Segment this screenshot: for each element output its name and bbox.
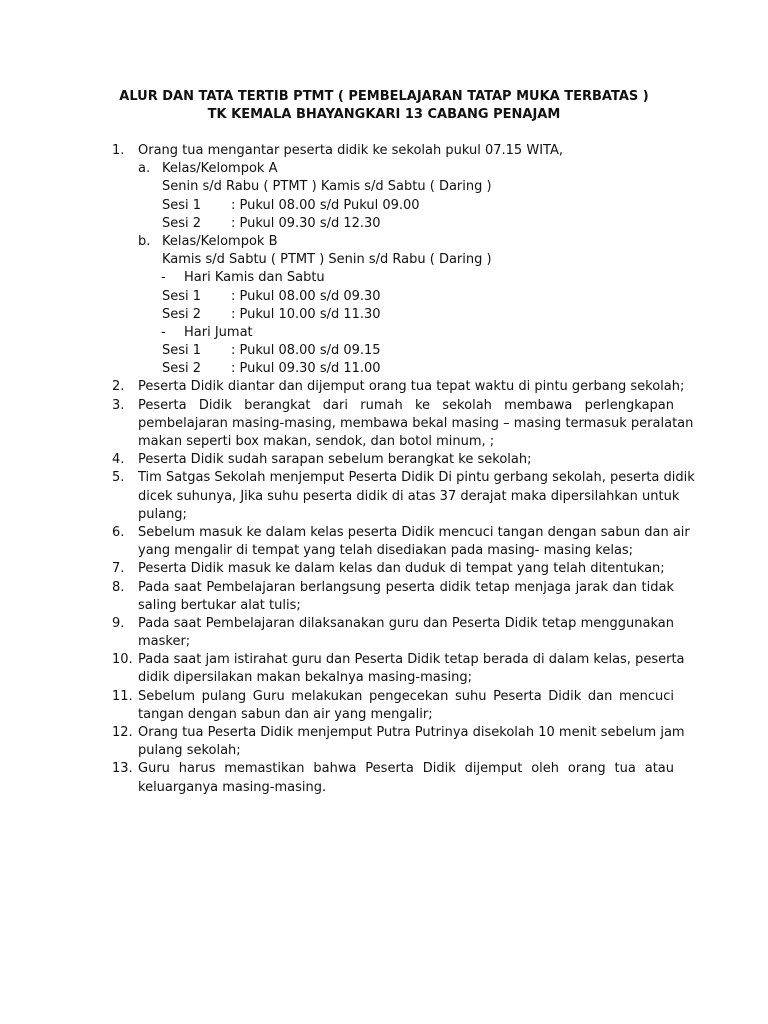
list-item-text: pulang sekolah;: [138, 743, 241, 759]
session-label: Sesi 1: [162, 288, 202, 304]
session-label: Sesi 1: [162, 197, 202, 213]
session-row: [0, 306, 768, 324]
list-number: 1.: [112, 143, 125, 158]
schedule-text: Senin s/d Rabu ( PTMT ) Kamis s/d Sabtu ( Daring ): [162, 179, 492, 195]
session-time: : Pukul 09.30 s/d 12.30: [231, 215, 381, 231]
list-item-text: Orang tua Peserta Didik menjemput Putra Putrinya disekolah 10 menit sebelum jam: [138, 725, 685, 740]
list-item-text: Peserta Didik masuk ke dalam kelas dan duduk di tempat yang telah ditentukan;: [138, 561, 665, 577]
list-item-text: Peserta Didik berangkat dari rumah ke sekolah membawa perlengkapan: [138, 397, 674, 413]
list-item: [0, 451, 768, 469]
day-row: [0, 324, 768, 342]
list-item: [0, 724, 768, 742]
list-item-text: Guru harus memastikan bahwa Peserta Didik dijemput oleh orang tua atau: [138, 761, 674, 777]
list-item: [0, 397, 768, 415]
list-item-continuation: [0, 506, 768, 524]
list-number: 12.: [112, 725, 133, 740]
list-item-continuation: [0, 542, 768, 560]
list-item-text: Sebelum masuk ke dalam kelas peserta Didik mencuci tangan dengan sabun dan air: [138, 524, 690, 540]
session-time: : Pukul 09.30 s/d 11.00: [231, 361, 381, 377]
list-number: 4.: [112, 452, 125, 468]
session-row: [0, 197, 768, 215]
list-item: [0, 615, 768, 633]
list-item: [0, 378, 768, 396]
sub-item-a: [0, 160, 768, 178]
list-item: [0, 560, 768, 578]
list-item-text: Pada saat Pembelajaran dilaksanakan guru dan Peserta Didik tetap menggunakan: [138, 615, 674, 631]
list-item-continuation: [0, 488, 768, 506]
list-number: 9.: [112, 615, 125, 631]
session-label: Sesi 1: [162, 343, 202, 359]
rules-list: [0, 142, 768, 797]
list-item-text: keluarganya masing-masing.: [138, 779, 327, 795]
document-title-line-2: TK KEMALA BHAYANGKARI 13 CABANG PENAJAM: [207, 107, 561, 122]
list-item-text: saling bertukar alat tulis;: [138, 597, 301, 613]
document-title-line-1: ALUR DAN TATA TERTIB PTMT ( PEMBELAJARAN TATAP MUKA TERBATAS ): [119, 89, 649, 104]
list-item-text: didik dipersilakan makan bekalnya masing-masing;: [138, 670, 472, 686]
list-item-text: masker;: [138, 634, 191, 650]
list-item-text: Pada saat Pembelajaran berlangsung peserta didik tetap menjaga jarak dan tidak: [138, 579, 674, 595]
session-time: : Pukul 08.00 s/d Pukul 09.00: [231, 197, 420, 213]
list-item-continuation: [0, 433, 768, 451]
list-item: [0, 651, 768, 669]
session-row: [0, 360, 768, 378]
list-number: 8.: [112, 579, 125, 595]
list-item: [0, 688, 768, 706]
list-number: 11.: [112, 688, 133, 704]
sub-item-label: Kelas/Kelompok A: [162, 161, 278, 177]
list-item-text: dicek suhunya, Jika suhu peserta didik di atas 37 derajat maka dipersilahkan untuk: [138, 488, 680, 504]
list-item-text: tangan dengan sabun dan air yang mengalir;: [138, 706, 433, 722]
list-item-1: [0, 142, 768, 160]
list-number: 10.: [112, 652, 133, 668]
list-item-text: pembelajaran masing-masing, membawa bekal masing – masing termasuk peralatan: [138, 415, 694, 431]
list-item-text: Tim Satgas Sekolah menjemput Peserta Didik Di pintu gerbang sekolah, peserta didik: [138, 470, 695, 486]
list-item-continuation: [0, 706, 768, 724]
sub-letter: b.: [138, 233, 151, 249]
list-item: [0, 579, 768, 597]
list-item-continuation: [0, 415, 768, 433]
session-label: Sesi 2: [162, 361, 202, 377]
day-row: [0, 269, 768, 287]
list-item-text: yang mengalir di tempat yang telah disediakan pada masing- masing kelas;: [138, 543, 634, 559]
session-time: : Pukul 08.00 s/d 09.30: [231, 288, 381, 304]
sub-letter: a.: [138, 161, 151, 177]
session-time: : Pukul 08.00 s/d 09.15: [231, 343, 381, 359]
list-number: 13.: [112, 761, 133, 777]
dash-bullet: -: [161, 324, 166, 340]
list-number: 3.: [112, 397, 125, 413]
session-time: : Pukul 10.00 s/d 11.30: [231, 306, 381, 322]
list-number: 2.: [112, 379, 125, 395]
session-row: [0, 288, 768, 306]
schedule-text: Kamis s/d Sabtu ( PTMT ) Senin s/d Rabu ( Daring ): [162, 252, 492, 268]
list-item-continuation: [0, 597, 768, 615]
list-item: [0, 469, 768, 487]
session-row: [0, 342, 768, 360]
list-number: 6.: [112, 524, 125, 540]
list-item-continuation: [0, 633, 768, 651]
list-item: [0, 524, 768, 542]
list-item-text: pulang;: [138, 506, 187, 522]
session-label: Sesi 2: [162, 306, 202, 322]
list-number: 5.: [112, 470, 125, 486]
list-item-text: Peserta Didik diantar dan dijemput orang tua tepat waktu di pintu gerbang sekolah;: [138, 379, 685, 395]
list-item-text: Sebelum pulang Guru melakukan pengecekan suhu Peserta Didik dan mencuci: [138, 688, 674, 704]
list-item-continuation: [0, 779, 768, 797]
schedule-line: [0, 178, 768, 196]
day-label: Hari Jumat: [184, 324, 253, 340]
session-label: Sesi 2: [162, 215, 202, 231]
list-item-continuation: [0, 742, 768, 760]
dash-bullet: -: [161, 270, 166, 286]
list-item-continuation: [0, 669, 768, 687]
list-item-text: Orang tua mengantar peserta didik ke sekolah pukul 07.15 WITA,: [138, 143, 563, 158]
list-item-text: Peserta Didik sudah sarapan sebelum berangkat ke sekolah;: [138, 452, 532, 468]
session-row: [0, 215, 768, 233]
list-item: [0, 760, 768, 778]
schedule-line: [0, 251, 768, 269]
list-item-text: Pada saat jam istirahat guru dan Peserta Didik tetap berada di dalam kelas, peserta: [138, 652, 685, 668]
sub-item-b: [0, 233, 768, 251]
day-label: Hari Kamis dan Sabtu: [184, 270, 325, 286]
list-number: 7.: [112, 561, 125, 577]
list-item-text: makan seperti box makan, sendok, dan botol minum, ;: [138, 434, 495, 449]
sub-item-label: Kelas/Kelompok B: [162, 233, 278, 249]
